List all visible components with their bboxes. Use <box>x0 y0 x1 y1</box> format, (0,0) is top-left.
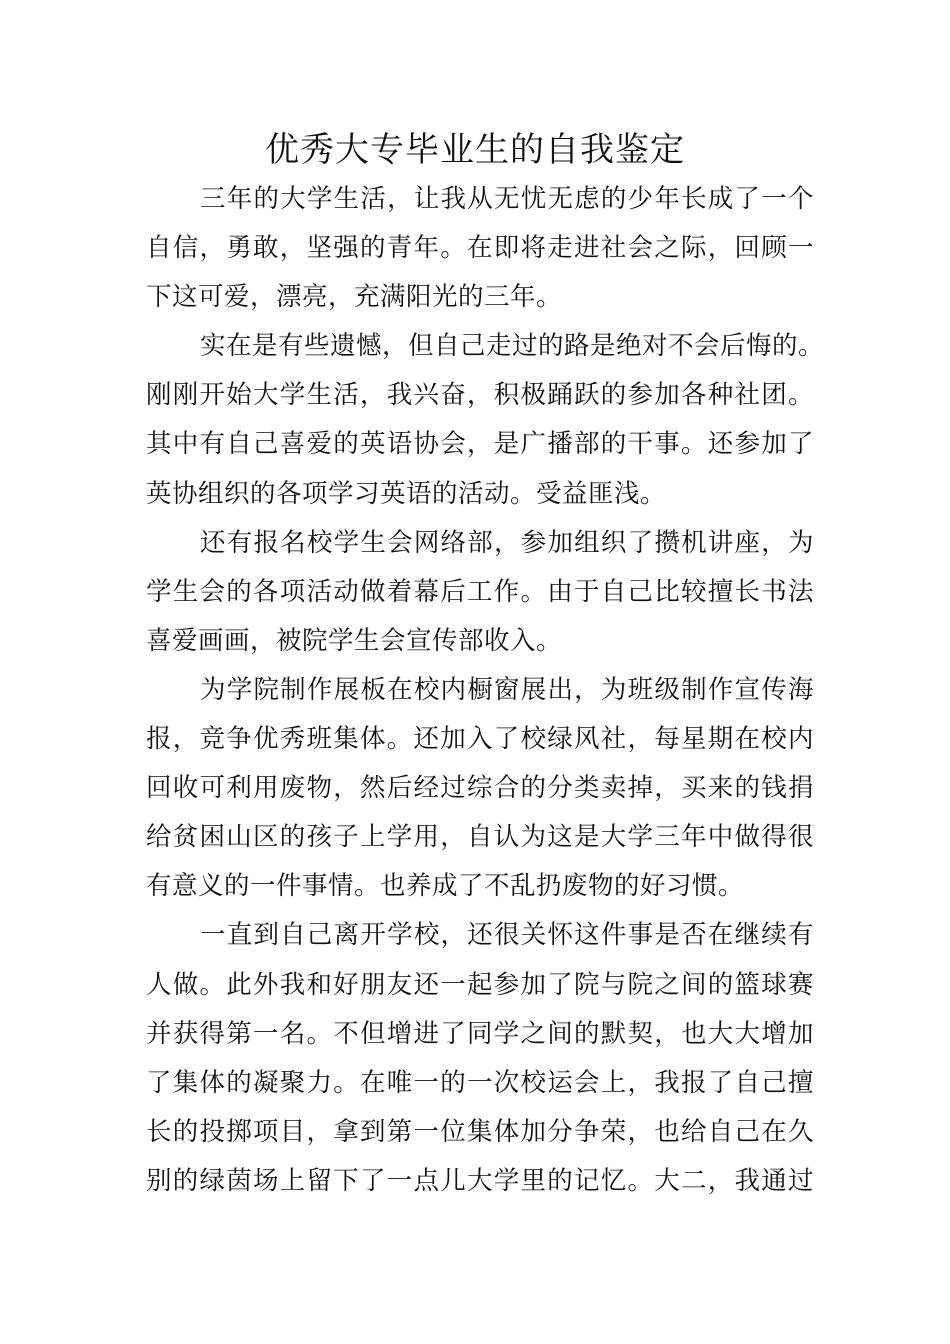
paragraph-4-line-3: 回收可利用废物，然后经过综合的分类卖掉，买来的钱捐 <box>146 773 814 804</box>
paragraph-4-line-5: 有意义的一件事情。也养成了不乱扔废物的好习惯。 <box>146 871 745 902</box>
paragraph-5-line-4: 了集体的凝聚力。在唯一的一次校运会上，我报了自己擅 <box>146 1067 814 1098</box>
paragraph-5-line-6: 别的绿茵场上留下了一点儿大学里的记忆。大二，我通过 <box>146 1165 814 1196</box>
document-title: 优秀大专毕业生的自我鉴定 <box>265 130 685 170</box>
paragraph-3-line-3: 喜爱画画，被院学生会宣传部收入。 <box>146 625 563 656</box>
paragraph-2-line-4: 英协组织的各项学习英语的活动。受益匪浅。 <box>146 478 667 509</box>
paragraph-2-line-2: 刚刚开始大学生活，我兴奋，积极踊跃的参加各种社团。 <box>146 380 814 411</box>
paragraph-4-line-4: 给贫困山区的孩子上学用，自认为这是大学三年中做得很 <box>146 822 814 853</box>
paragraph-2-line-1: 实在是有些遗憾，但自己走过的路是绝对不会后悔的。 <box>200 331 825 362</box>
paragraph-5-line-1: 一直到自己离开学校，还很关怀这件事是否在继续有 <box>200 920 814 951</box>
paragraph-5-line-5: 长的投掷项目，拿到第一位集体加分争荣，也给自己在久 <box>146 1116 814 1147</box>
document-body <box>146 175 825 1206</box>
paragraph-5-line-2: 人做。此外我和好朋友还一起参加了院与院之间的篮球赛 <box>146 969 814 1000</box>
paragraph-4-line-1: 为学院制作展板在校内橱窗展出，为班级制作宣传海 <box>200 674 814 705</box>
paragraph-1-line-1: 三年的大学生活，让我从无忧无虑的少年长成了一个 <box>200 184 814 214</box>
paragraph-1-line-3: 下这可爱，漂亮，充满阳光的三年。 <box>146 282 563 313</box>
paragraph-1-line-2: 自信，勇敢，坚强的青年。在即将走进社会之际，回顾一 <box>146 233 814 264</box>
paragraph-4-line-2: 报，竞争优秀班集体。还加入了校绿风社，每星期在校内 <box>146 724 814 755</box>
paragraph-3-line-2: 学生会的各项活动做着幕后工作。由于自己比较擅长书法 <box>146 576 814 607</box>
paragraph-5-line-3: 并获得第一名。不但增进了同学之间的默契，也大大增加 <box>146 1018 814 1049</box>
paragraph-2-line-3: 其中有自己喜爱的英语协会，是广播部的干事。还参加了 <box>146 429 814 460</box>
paragraph-3-line-1: 还有报名校学生会网络部，参加组织了攒机讲座，为 <box>200 527 814 558</box>
